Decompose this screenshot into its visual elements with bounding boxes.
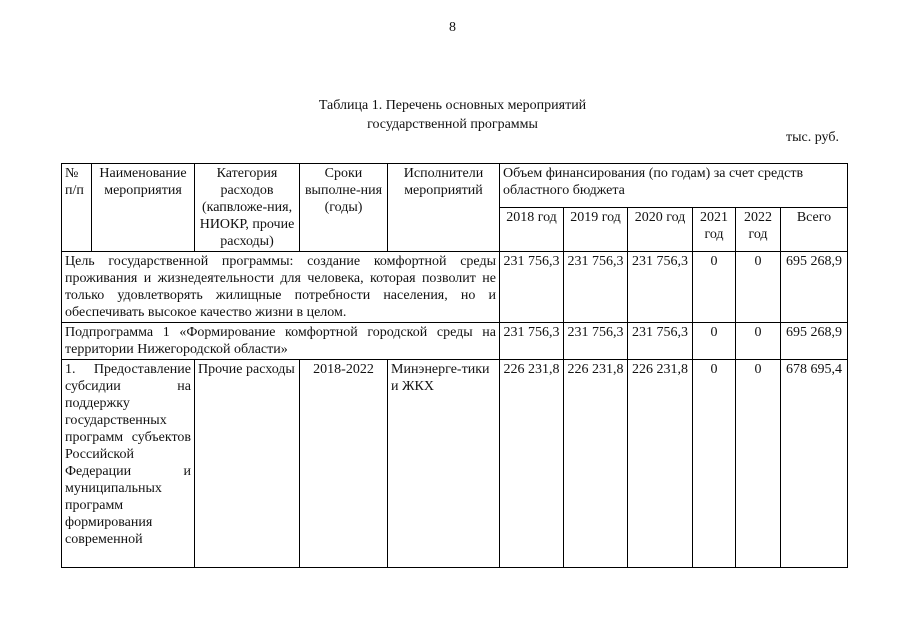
table-row [62, 323, 848, 360]
goal-2020: 231 756,3 [628, 252, 693, 323]
table-title [0, 96, 905, 134]
item-2022: 0 [736, 360, 781, 568]
page-number: 8 [449, 20, 456, 35]
goal-text: Цель государственной программы: создание комфортной среды проживания и жизнедеятельности для человека, которая позволит не только удовлетворять жилищные потребности населения, но и обеспечивать высокое качество жизни в целом. [62, 252, 500, 323]
subprogram-2022: 0 [736, 323, 781, 360]
item-name: 1. Предоставление субсидии на поддержку государственных программ субъектов Российской Федерации и муниципальных программ формирования современной [62, 360, 195, 568]
header-no: № п/п [62, 164, 92, 252]
header-funding: Объем финансирования (по годам) за счет средств областного бюджета [500, 164, 848, 208]
goal-2022: 0 [736, 252, 781, 323]
goal-total: 695 268,9 [781, 252, 848, 323]
header-executors: Исполнители мероприятий [388, 164, 500, 252]
subprogram-2020: 231 756,3 [628, 323, 693, 360]
item-2018: 226 231,8 [500, 360, 564, 568]
goal-2021: 0 [693, 252, 736, 323]
units-label: тыс. руб. [786, 130, 839, 145]
header-year-2022: 2022 год [736, 208, 781, 252]
header-total: Всего [781, 208, 848, 252]
item-executor: Минэнерге-тики и ЖКХ [388, 360, 500, 568]
subprogram-total: 695 268,9 [781, 323, 848, 360]
measures-table [61, 163, 848, 568]
header-category: Категория расходов (капвложе-ния, НИОКР, прочие расходы) [195, 164, 300, 252]
subprogram-text: Подпрограмма 1 «Формирование комфортной городской среды на территории Нижегородской области» [62, 323, 500, 360]
header-terms: Сроки выполне-ния (годы) [300, 164, 388, 252]
header-year-2020: 2020 год [628, 208, 693, 252]
table-title-line2: государственной программы [367, 117, 538, 132]
goal-2019: 231 756,3 [564, 252, 628, 323]
goal-2018: 231 756,3 [500, 252, 564, 323]
item-total: 678 695,4 [781, 360, 848, 568]
item-2019: 226 231,8 [564, 360, 628, 568]
header-year-2018: 2018 год [500, 208, 564, 252]
header-name: Наименование мероприятия [92, 164, 195, 252]
item-2020: 226 231,8 [628, 360, 693, 568]
item-category: Прочие расходы [195, 360, 300, 568]
subprogram-2021: 0 [693, 323, 736, 360]
header-year-2021: 2021 год [693, 208, 736, 252]
item-2021: 0 [693, 360, 736, 568]
item-terms: 2018-2022 [300, 360, 388, 568]
subprogram-2018: 231 756,3 [500, 323, 564, 360]
table-title-line1: Таблица 1. Перечень основных мероприятий [318, 98, 587, 113]
subprogram-2019: 231 756,3 [564, 323, 628, 360]
table-row [62, 360, 848, 568]
table-row [62, 252, 848, 323]
header-row [62, 164, 848, 208]
header-year-2019: 2019 год [564, 208, 628, 252]
